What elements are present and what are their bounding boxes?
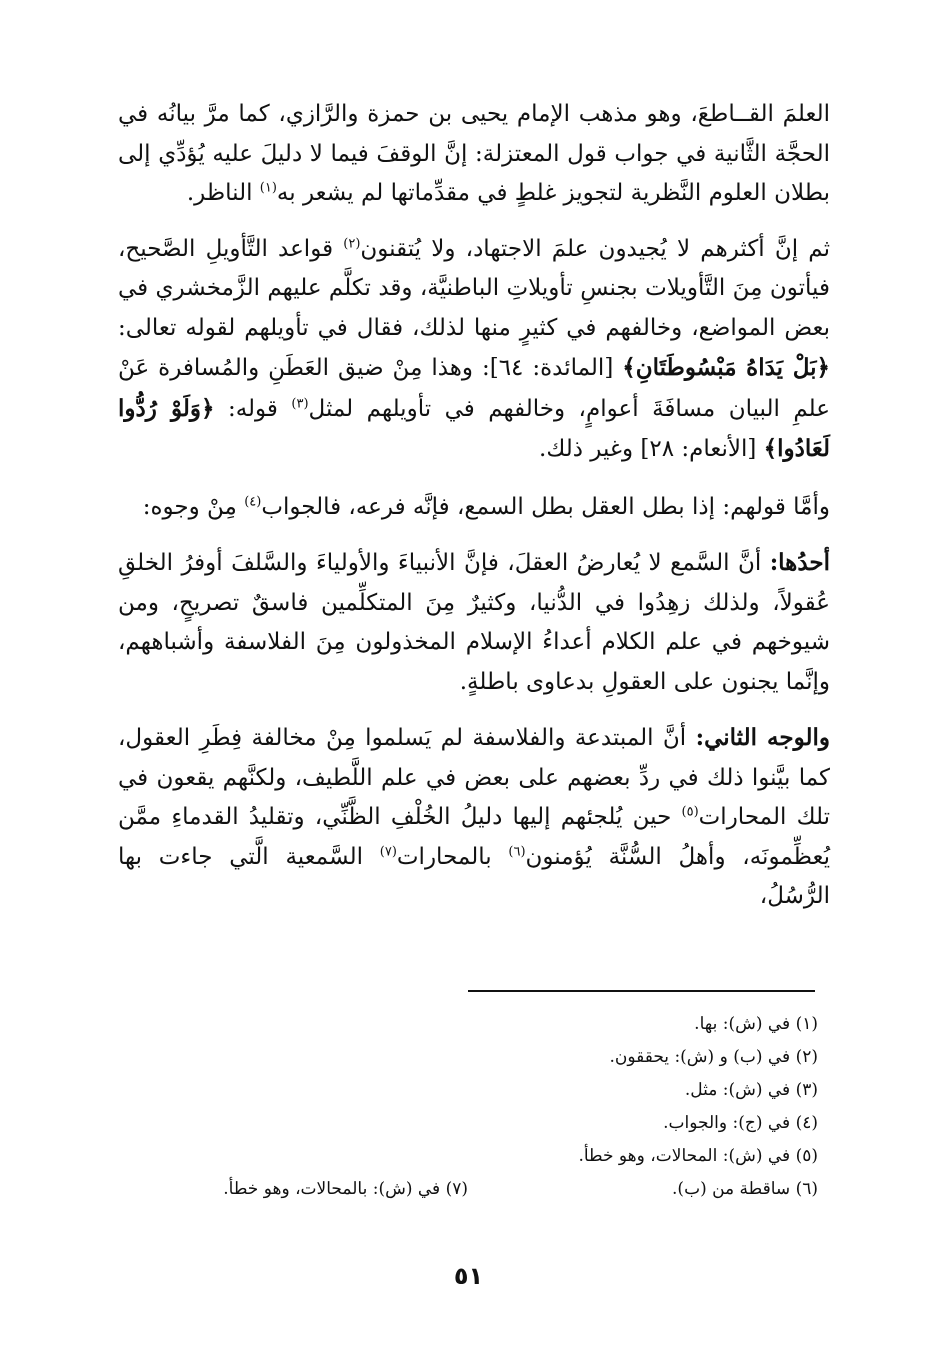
quran-quote: ﴿وَلَوْ رُدُّوا لَعَادُوا﴾ bbox=[118, 394, 830, 462]
paragraph-lead: أحدُها: bbox=[769, 549, 830, 576]
footnote-separator bbox=[468, 990, 815, 992]
paragraph-lead: والوجه الثاني: bbox=[695, 724, 830, 751]
paragraph-text: قوله: bbox=[214, 395, 292, 422]
paragraph-text: الناظر. bbox=[186, 180, 260, 206]
footnote-ref-7: (٧) bbox=[379, 843, 397, 859]
footnote-ref-1: (١) bbox=[259, 180, 277, 196]
paragraph-3 bbox=[118, 488, 830, 528]
paragraph-text: [المائدة: ٦٤]: وهذا مِنْ ضيق العَطَنِ والمُسافرة عَنْ علمِ البيان مسافَةَ أعوامٍ، وخالفهم في تأويلهم لمثل bbox=[118, 355, 830, 422]
footnote-4: (٤) في (ج): والجواب. bbox=[663, 1113, 818, 1133]
footnote-ref-4: (٤) bbox=[244, 493, 262, 509]
footnote-row bbox=[118, 1173, 818, 1206]
footnote-ref-6: (٦) bbox=[508, 843, 526, 859]
footnote-1: (١) في (ش): بها. bbox=[694, 1014, 818, 1034]
main-text bbox=[118, 95, 830, 917]
footnote-3: (٣) في (ش): مثل. bbox=[684, 1080, 818, 1100]
paragraph-text: العلمَ القــاطعَ، وهو مذهب الإمام يحيى بن حمزة والرَّازي، كما مرَّ بيانُه في الحجَّة الثَّانية في جواب قول المعتزلة: إنَّ الوقفَ فيما لا دليلَ عليه يُؤدِّي إلى بطلان العلوم النَّظرية لتجويز غلطٍ في مقدِّماتها لم يشعر به bbox=[118, 101, 830, 206]
paragraph-4 bbox=[118, 543, 830, 702]
paragraph-text: مِنْ وجوه: bbox=[142, 493, 245, 520]
paragraph-2 bbox=[118, 230, 830, 470]
footnote-7: (٧) في (ش): بالمحالات، وهو خطأ. bbox=[223, 1179, 468, 1199]
paragraph-text: [الأنعام: ٢٨] وغير ذلك. bbox=[539, 436, 764, 462]
paragraph-text: وأمَّا قولهم: إذا بطل العقل بطل السمع، فإنَّه فرعه، فالجواب bbox=[261, 493, 830, 520]
paragraph-5 bbox=[118, 718, 830, 917]
paragraph-text: أنَّ المبتدعة والفلاسفة لم يَسلموا مِنْ مخالفة فِطَرِ العقول، كما بيَّنوا ذلك في ردِّ بعضهم على بعض في علم اللَّطيف، ولكنَّهم يقعون في تلك المحارات bbox=[118, 725, 830, 830]
page-number: ٥١ bbox=[453, 1262, 484, 1290]
quran-quote: ﴿بَلْ يَدَاهُ مَبْسُوطَتَانِ﴾ bbox=[622, 354, 830, 381]
paragraph-text: حين يُلجئهم إليها دليلُ الخُلْفِ الظَّنِّي، وتقليدُ القدماءِ ممَّن يُعظِّمونَه، وأهلُ السُّنَّة يُؤمنون bbox=[118, 804, 830, 870]
footnote-ref-5: (٥) bbox=[681, 804, 699, 820]
footnote-ref-2: (٢) bbox=[343, 235, 361, 251]
footnote-ref-3: (٣) bbox=[291, 395, 309, 411]
footnote-5: (٥) في (ش): المحالات، وهو خطأ. bbox=[578, 1146, 818, 1166]
paragraph-text: قواعد التَّأويلِ الصَّحيح، فيأتون مِنَ التَّأويلات بجنسِ تأويلاتِ الباطنيَّة، وقد تكلَّم عليهم الزَّمخشري في بعض المواضع، وخالفهم في كثيرٍ منها لذلك، فقال في تأويلهم لقوله تعالى: bbox=[118, 235, 830, 341]
footnotes bbox=[118, 1008, 818, 1206]
paragraph-text: ثم إنَّ أكثرهم لا يُجيدون علمَ الاجتهاد، ولا يُتقنون bbox=[360, 235, 831, 262]
paragraph-text: أنَّ السَّمع لا يُعارضُ العقلَ، فإنَّ الأنبياءَ والأولياءَ والسَّلفَ أوفرُ الخلقِ عُقولاً، ولذلك زهِدُوا في الدُّنيا، وكثيرٌ مِنَ المتكلِّمين فاسقٌ تصريحٍ، ومن شيوخهم في علم الكلام أعداءُ الإسلام المخذولون مِنَ الفلاسفة وأشباههم، وإنَّما يجنون على العقولِ بدعاوى باطلةٍ. bbox=[118, 550, 830, 695]
paragraph-text: بالمحارات bbox=[396, 843, 509, 870]
paragraph-text: السَّمعية الَّتي جاءت بها الرُّسُلُ، bbox=[118, 843, 830, 909]
footnote-6: (٦) ساقطة من (ب). bbox=[672, 1179, 818, 1199]
paragraph-1 bbox=[118, 95, 830, 214]
footnote-2: (٢) في (ب) و (ش): يحققون. bbox=[609, 1047, 818, 1067]
